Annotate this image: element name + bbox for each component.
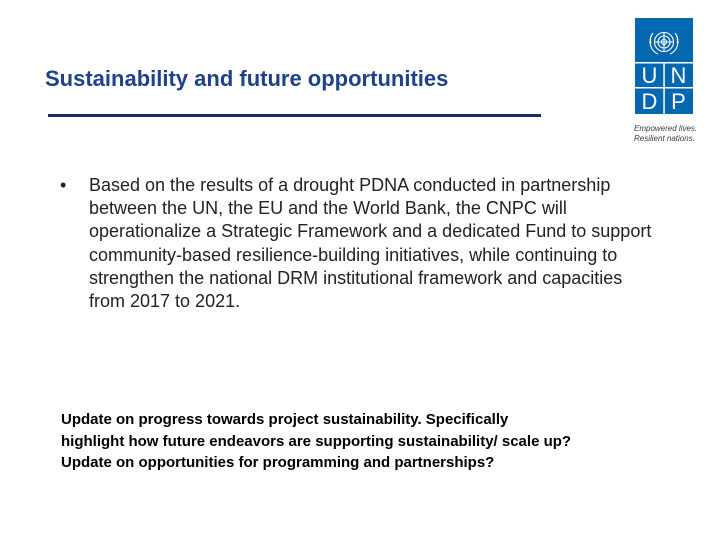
logo-tagline (634, 124, 714, 144)
un-emblem-icon (635, 18, 693, 114)
tagline-line: Empowered lives. (634, 124, 698, 133)
bullet-icon: • (60, 175, 67, 195)
note-line: highlight how future endeavors are supporting sustainability/ scale up? (61, 432, 572, 450)
logo-letter-n: N (670, 63, 687, 88)
title-underline (48, 114, 541, 117)
logo-letter-u: U (641, 63, 658, 88)
logo-letter-p: P (671, 89, 686, 114)
tagline-line: Resilient nations. (634, 134, 695, 143)
list-item (60, 174, 660, 313)
bullet-text: Based on the results of a drought PDNA conducted in partnership between the UN, the EU and the World Bank, the CNPC will operationalize a Strategic Framework and a dedicated Fund to support community-based resilience-building initiatives, while continuing to strengthen the national DRM institutional framework and capacities from 2017 to 2021. (89, 175, 652, 312)
bullet-list (60, 174, 660, 313)
note-line: Update on opportunities for programming and partnerships? (61, 454, 495, 471)
progress-note (61, 409, 701, 474)
note-line: Update on progress towards project sustainability. Specifically (61, 411, 509, 428)
slide-title: Sustainability and future opportunities (45, 66, 449, 91)
logo-letter-d: D (641, 89, 658, 114)
undp-logo (635, 18, 693, 114)
